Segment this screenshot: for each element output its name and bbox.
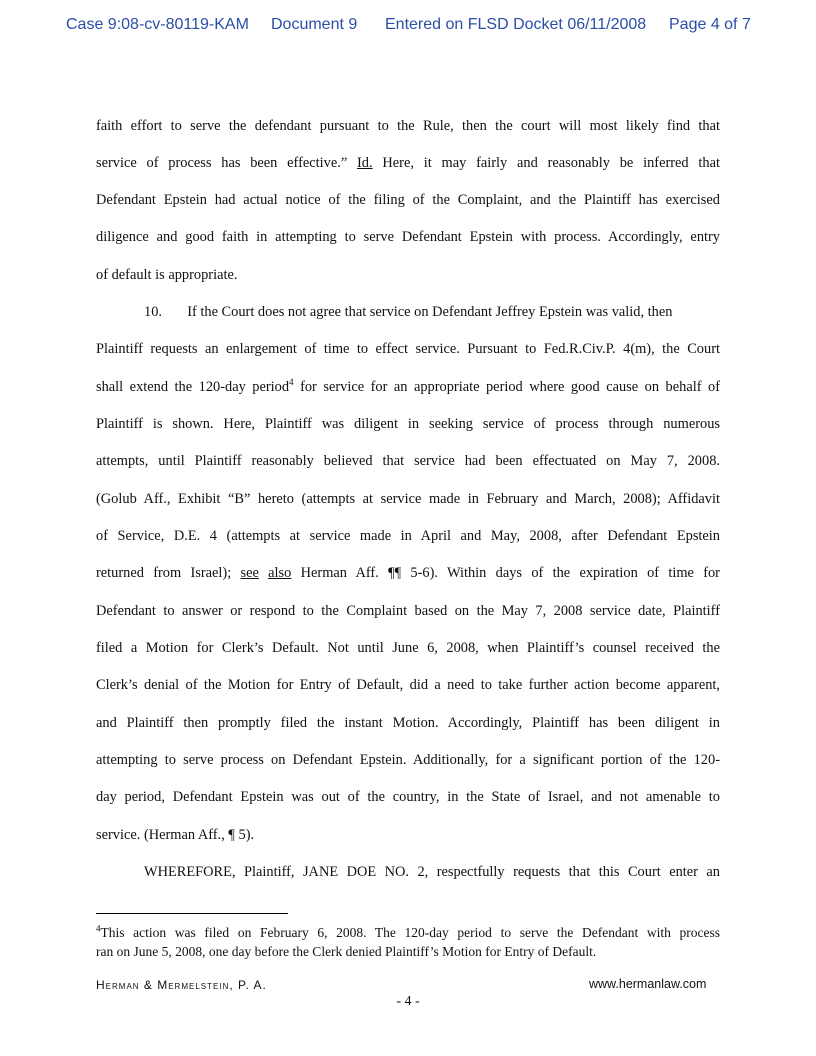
- body-line: service. (Herman Aff., ¶ 5).: [96, 827, 255, 843]
- header-page: Page 4 of 7: [669, 16, 751, 33]
- body-line: [96, 377, 720, 397]
- header-case-number: Case 9:08-cv-80119-KAM: [66, 16, 249, 33]
- footnote-text-segment: This action was filed on February 6, 2008. The 120-day period to serve the Defendant with process: [100, 925, 720, 940]
- body-line: faith effort to serve the defendant pursuant to the Rule, then the court will most likely find that: [96, 118, 720, 134]
- citation-id: Id.: [357, 155, 373, 171]
- header-document: Document 9: [271, 16, 358, 33]
- footer-url[interactable]: www.hermanlaw.com: [589, 977, 707, 991]
- body-text-segment: returned from Israel);: [96, 565, 232, 581]
- paragraph-number: 10.: [144, 304, 162, 320]
- body-line: Defendant to answer or respond to the Complaint based on the May 7, 2008 service date, Plaintiff: [96, 603, 720, 619]
- footer-firm-name: Herman & Mermelstein, P. A.: [96, 978, 267, 992]
- body-line: Plaintiff is shown. Here, Plaintiff was diligent in seeking service of process through numerous: [96, 416, 720, 432]
- footnote-divider: [96, 913, 288, 914]
- body-text-segment: service of process has been effective.”: [96, 155, 348, 171]
- body-text-segment: Here, it may fairly and reasonably be inferred that: [382, 155, 720, 171]
- body-line: [96, 153, 720, 173]
- body-text-segment: Herman Aff. ¶¶ 5-6). Within days of the expiration of time for: [300, 565, 720, 581]
- header-entered: Entered on FLSD Docket 06/11/2008: [385, 16, 647, 33]
- body-line: and Plaintiff then promptly filed the instant Motion. Accordingly, Plaintiff has been diligent in: [96, 715, 720, 731]
- footnote-marker: 4: [96, 923, 101, 934]
- footnote-line: [96, 924, 720, 942]
- body-line: Defendant Epstein had actual notice of the filing of the Complaint, and the Plaintiff has exercised: [96, 192, 720, 208]
- body-line: of Service, D.E. 4 (attempts at service made in April and May, 2008, after Defendant Epstein: [96, 528, 720, 544]
- docket-header: [66, 16, 766, 40]
- body-text-segment: shall extend the 120-day period: [96, 379, 290, 395]
- body-line: Plaintiff requests an enlargement of time to effect service. Pursuant to Fed.R.Civ.P. 4(m), the Court: [96, 341, 720, 357]
- body-line: of default is appropriate.: [96, 267, 238, 283]
- footnote-line: ran on June 5, 2008, one day before the Clerk denied Plaintiff’s Motion for Entry of Default.: [96, 944, 597, 959]
- footnote-ref: 4: [289, 377, 294, 388]
- body-text-segment: If the Court does not agree that service on Defendant Jeffrey Epstein was valid, then: [187, 304, 673, 320]
- body-line: day period, Defendant Epstein was out of the country, in the State of Israel, and not amenable to: [96, 789, 720, 805]
- body-line: [96, 563, 720, 583]
- body-text-segment: for service for an appropriate period where good cause on behalf of: [300, 379, 720, 395]
- body-line: attempting to serve process on Defendant Epstein. Additionally, for a significant portion of the 120-: [96, 752, 720, 768]
- body-line: Clerk’s denial of the Motion for Entry of Default, did a need to take further action become apparent,: [96, 677, 720, 693]
- body-line: WHEREFORE, Plaintiff, JANE DOE NO. 2, respectfully requests that this Court enter an: [144, 864, 720, 880]
- body-line: [96, 302, 720, 322]
- citation-see: see: [240, 565, 259, 581]
- body-line: attempts, until Plaintiff reasonably believed that service had been effectuated on May 7, 2008.: [96, 453, 720, 469]
- page-number: - 4 -: [396, 994, 420, 1009]
- body-line: diligence and good faith in attempting to serve Defendant Epstein with process. Accordingly, entry: [96, 229, 720, 245]
- citation-also: also: [268, 565, 292, 581]
- body-line: filed a Motion for Clerk’s Default. Not until June 6, 2008, when Plaintiff’s counsel received the: [96, 640, 720, 656]
- body-line: (Golub Aff., Exhibit “B” hereto (attempts at service made in February and March, 2008); Affidavit: [96, 491, 720, 507]
